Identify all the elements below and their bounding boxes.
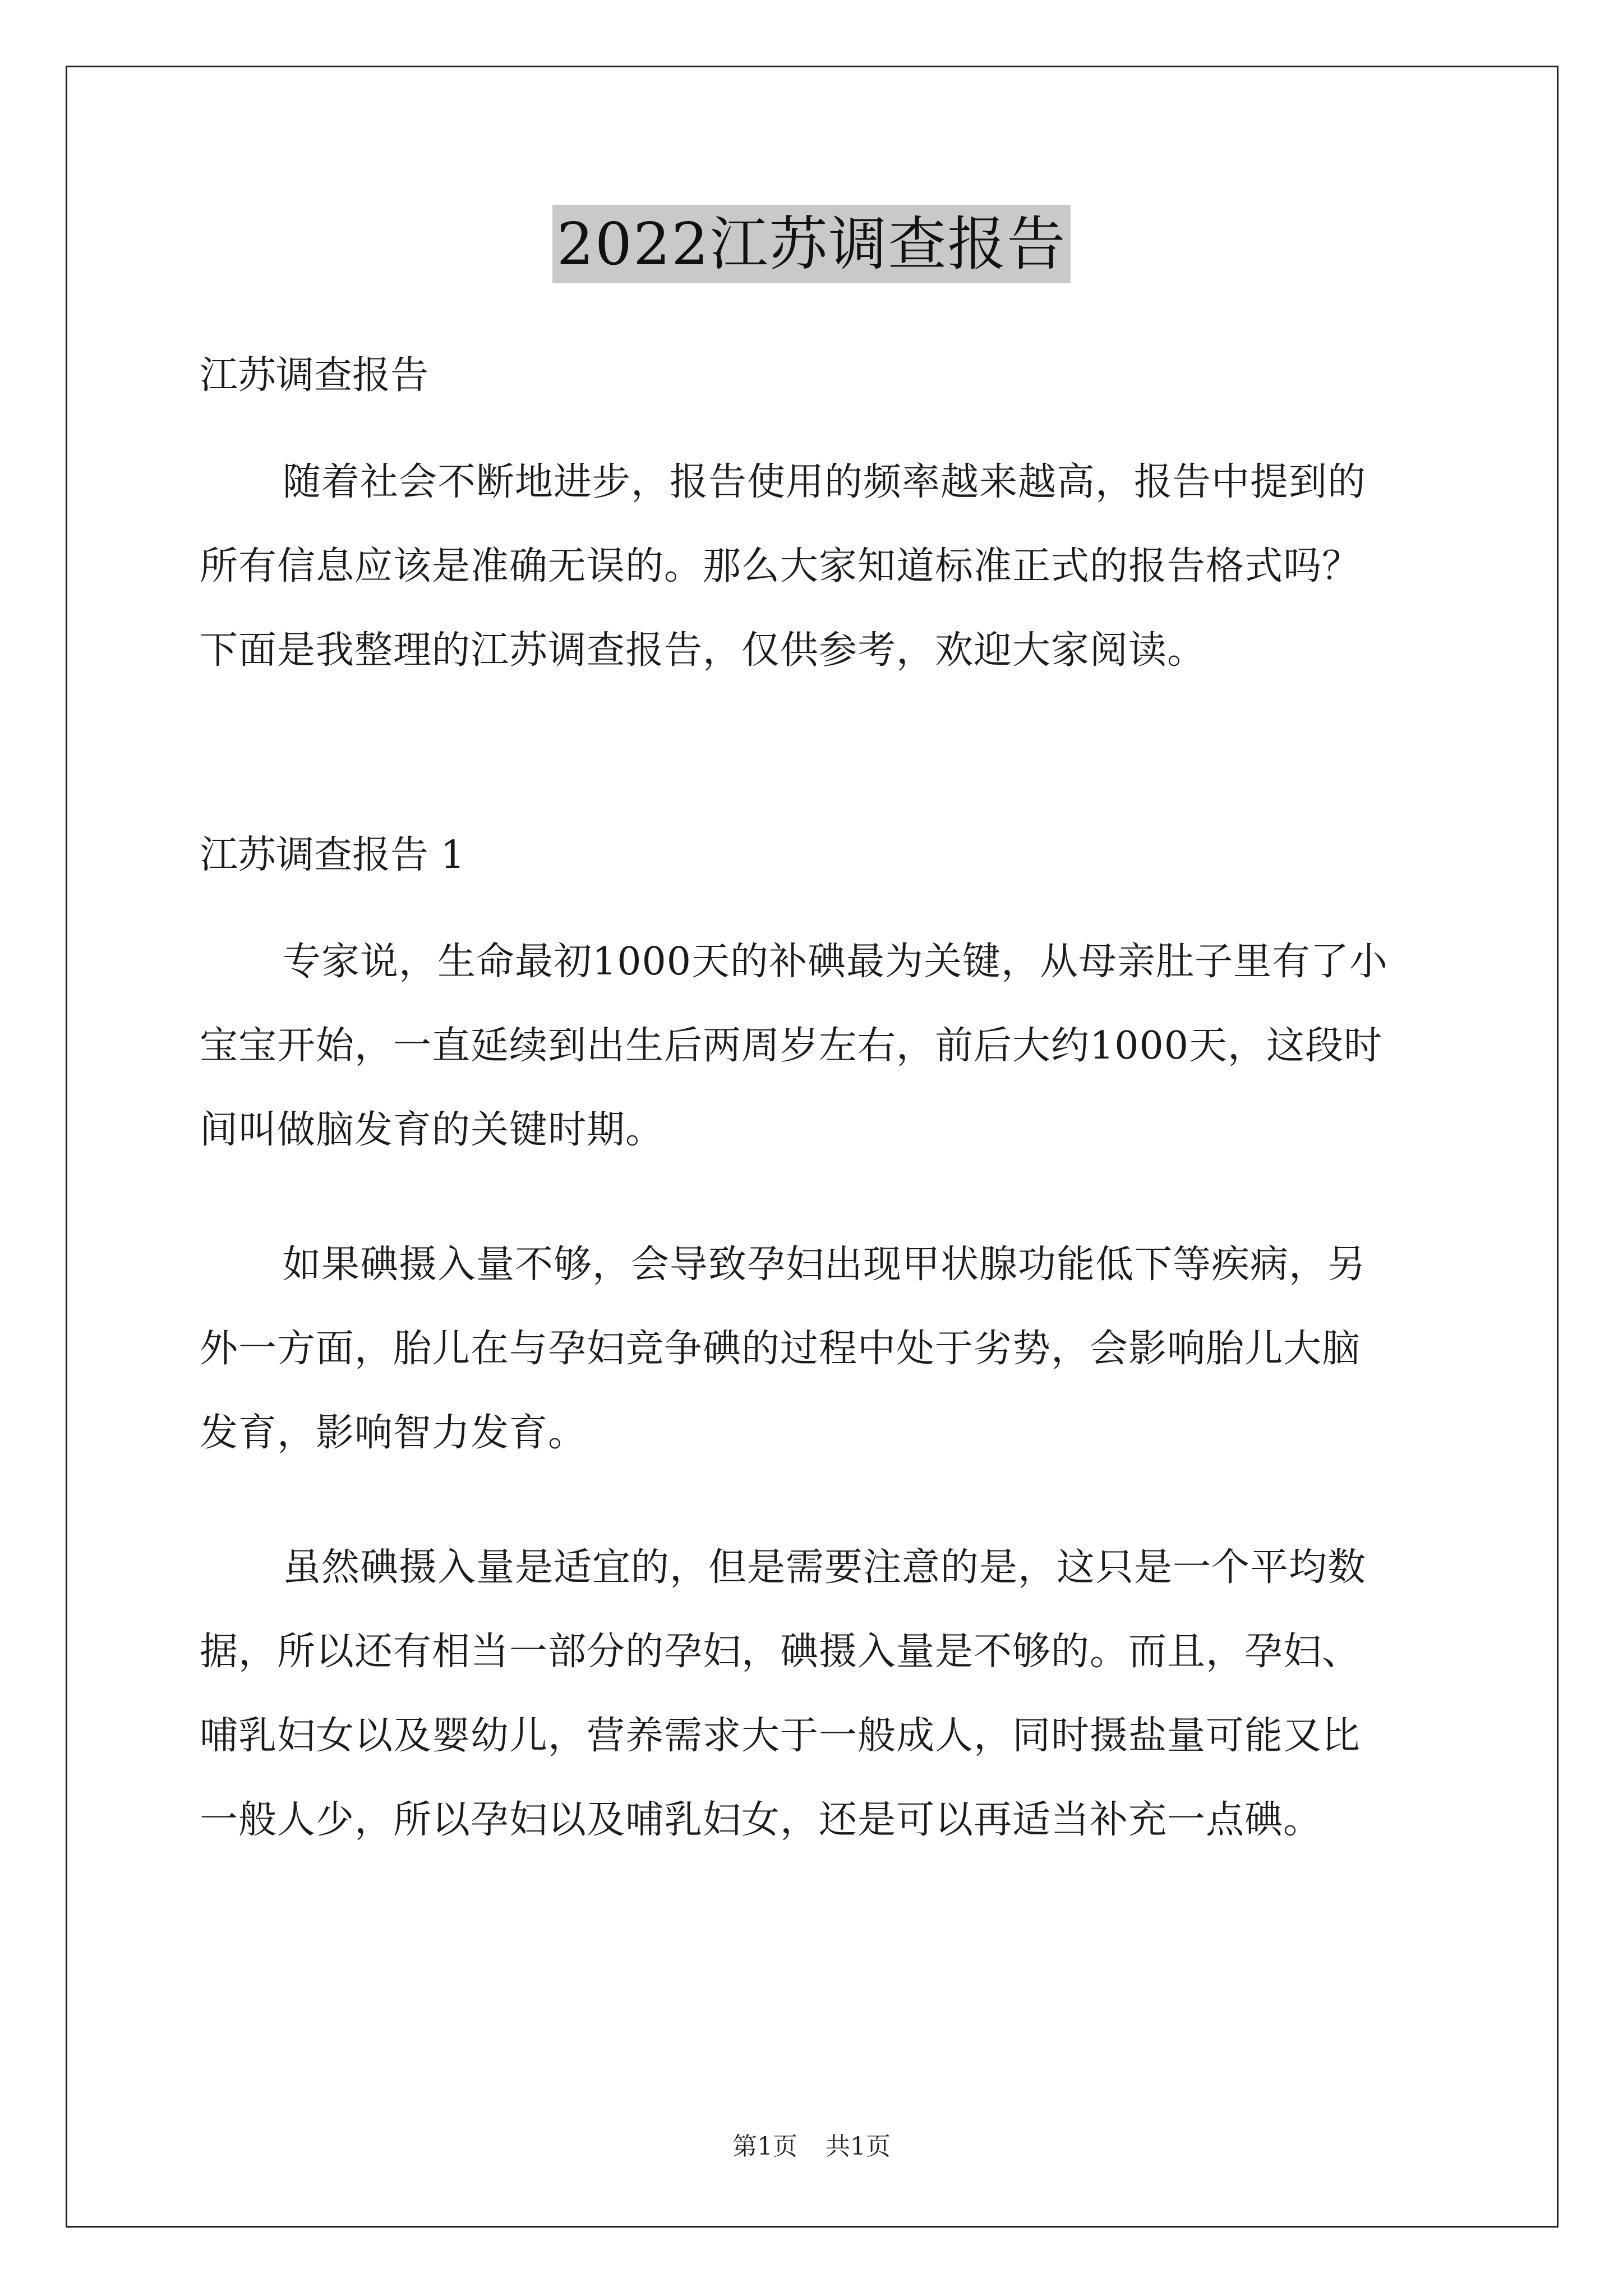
- document-heading: 江苏调查报告: [200, 353, 429, 398]
- title-wrapper: [0, 205, 1623, 283]
- section-title: 江苏调查报告 1: [200, 833, 465, 877]
- document-body: [200, 337, 1428, 1848]
- paragraph-3: [200, 1540, 1428, 1848]
- page-number-total: 共1页: [826, 2132, 891, 2161]
- paragraph-line: 发育，影响智力发育。: [200, 1411, 587, 1455]
- intro-paragraph: [200, 454, 1428, 679]
- paragraph-line: 外一方面，胎儿在与孕妇竞争碘的过程中处于劣势，会影响胎儿大脑: [200, 1327, 1361, 1371]
- intro-line: 随着社会不断地进步，报告使用的频率越来越高，报告中提到的: [283, 460, 1367, 504]
- paragraph-line: 专家说，生命最初1000天的补碘最为关键，从母亲肚子里有了小: [283, 940, 1389, 984]
- paragraph-line: 一般人少，所以孕妇以及哺乳妇女，还是可以再适当补充一点碘。: [200, 1798, 1322, 1842]
- paragraph-line: 间叫做脑发育的关键时期。: [200, 1108, 665, 1152]
- paragraph-line: 据，所以还有相当一部分的孕妇，碘摄入量是不够的。而且，孕妇、: [200, 1630, 1361, 1674]
- paragraph-line: 宝宝开始，一直延续到出生后两周岁左右，前后大约1000天，这段时: [200, 1024, 1383, 1068]
- intro-line: 下面是我整理的江苏调查报告，仅供参考，欢迎大家阅读。: [200, 628, 1206, 673]
- intro-line: 所有信息应该是准确无误的。那么大家知道标准正式的报告格式吗？: [200, 544, 1361, 588]
- paragraph-line: 虽然碘摄入量是适宜的，但是需要注意的是，这只是一个平均数: [283, 1545, 1367, 1590]
- paragraph-line: 哺乳妇女以及婴幼儿，营养需求大于一般成人，同时摄盐量可能又比: [200, 1714, 1361, 1758]
- document-title: 2022江苏调查报告: [552, 205, 1071, 283]
- paragraph-2: [200, 1237, 1428, 1461]
- paragraph-line: 如果碘摄入量不够，会导致孕妇出现甲状腺功能低下等疾病，另: [283, 1243, 1367, 1287]
- paragraph-1: [200, 934, 1428, 1158]
- page-footer: [0, 2126, 1623, 2162]
- page-number-current: 第1页: [732, 2132, 797, 2161]
